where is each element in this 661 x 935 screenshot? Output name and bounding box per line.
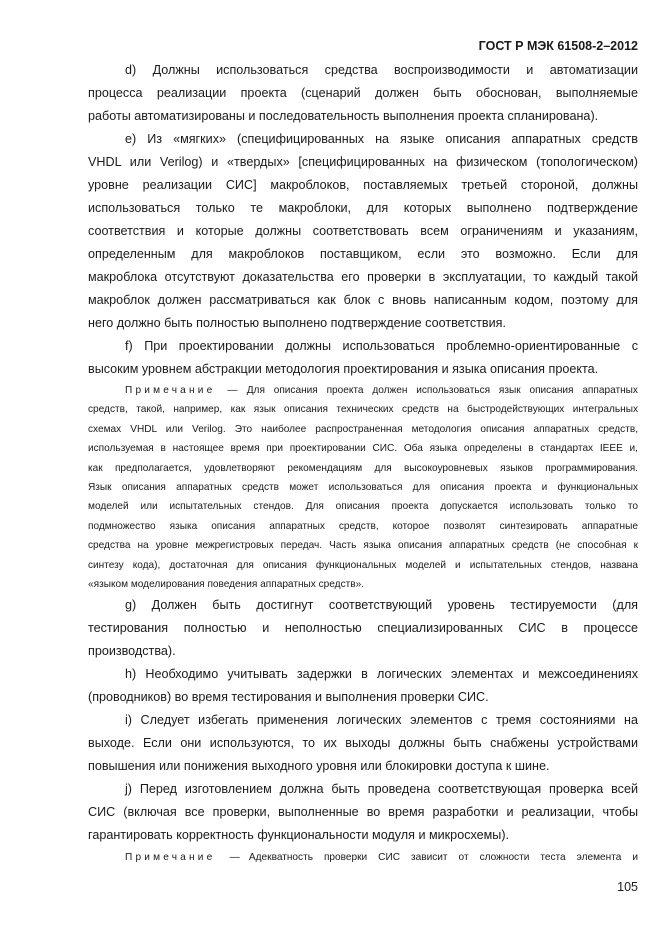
text-line <box>88 197 638 220</box>
line-text: d) Должны использоваться средства воспроизводимости и автоматизации <box>125 63 638 77</box>
text-line <box>88 709 638 732</box>
line-text: моделей или испытательных стендов. Для описания проекта допускается использовать только то <box>88 501 638 513</box>
line-text: как предполагается, удовлетворяют рекомендациям для высокоуровневых языков программирования. <box>88 462 638 474</box>
text-line <box>88 594 638 617</box>
note-label: Примечание — <box>125 852 243 864</box>
text-line <box>88 266 638 289</box>
text-line <box>88 459 638 478</box>
note-label: Примечание — <box>125 385 241 396</box>
text-line <box>88 778 638 801</box>
line-text: высоким уровнем абстракции методология проектирования и языка описания проекта. <box>88 362 599 376</box>
line-text: производства). <box>88 644 176 659</box>
text-line <box>88 174 638 197</box>
paragraph <box>88 778 638 847</box>
line-text: макроблок должен рассматриваться как блок с вновь написанным кодом, поэтому для <box>88 293 638 307</box>
text-line <box>88 617 638 640</box>
line-text: Язык описания аппаратных средств может использоваться для описания проекта и функциональных <box>88 481 638 493</box>
line-text: синтезу кода), достаточная для описания функциональных моделей и испытательных стендов, названа <box>88 559 638 571</box>
text-line <box>88 151 638 174</box>
line-text: Для описания проекта должен использоваться язык описания аппаратных <box>246 385 638 396</box>
text-line <box>88 335 638 358</box>
text-line <box>88 640 638 663</box>
line-text: СИС (включая все проверки, выполненные во время разработки и реализации, чтобы <box>88 805 638 820</box>
line-text: средства на уровне межрегистровых передач. Часть языка описания аппаратных средств (не способная к <box>88 540 638 552</box>
text-line <box>88 732 638 755</box>
line-text: использоваться только те макроблоки, для которых выполнено подтверждение <box>88 201 638 215</box>
text-line <box>88 575 638 594</box>
text-line <box>88 824 638 847</box>
line-text: процесса реализации проекта (сценарий должен быть обоснован, выполняемые <box>88 86 638 100</box>
line-text: него должно быть полностью выполнено подтверждение соответствия. <box>88 316 506 330</box>
text-line <box>88 312 638 335</box>
line-text: используемая в настоящее время при проектировании СИС. Оба языка определены в стандартах IEEE и, <box>88 443 638 455</box>
paragraph <box>88 128 638 335</box>
line-text: макроблока отсутствуют доказательства его проверки в эксплуатации, то каждый такой <box>88 270 638 284</box>
line-text: g) Должен быть достигнут соответствующий уровень тестируемости (для <box>125 598 638 613</box>
text-line <box>88 755 638 778</box>
line-text: повышения или понижения выходного уровня или блокировки доступа к шине. <box>88 759 550 774</box>
line-text: Адекватность проверки СИС зависит от сложности теста элемента и <box>248 852 638 864</box>
paragraph <box>88 335 638 381</box>
paragraph <box>88 594 638 663</box>
document-body <box>88 59 638 868</box>
line-text: схемах VHDL или Verilog. Это наиболее распространенная методология описания аппаратных средств, <box>88 423 638 435</box>
text-line <box>88 847 638 868</box>
text-line <box>88 663 638 686</box>
text-line <box>88 497 638 516</box>
text-line <box>88 536 638 555</box>
line-text: j) Перед изготовлением должна быть проведена соответствующая проверка всей <box>125 782 638 797</box>
line-text: определенным для макроблоков поставщиком, если это возможно. Если для <box>88 247 638 261</box>
line-text: h) Необходимо учитывать задержки в логических элементах и межсоединениях <box>125 667 638 682</box>
text-line <box>88 358 638 381</box>
text-line <box>88 128 638 151</box>
line-text: соответствия и которые должны соответствовать всем ограничениям и указаниям, <box>88 224 638 238</box>
text-line <box>88 59 638 82</box>
line-text: уровне реализации СИС] макроблоков, поставляемых третьей стороной, должны <box>88 178 638 192</box>
note <box>88 847 638 868</box>
text-line <box>88 686 638 709</box>
line-text: VHDL или Verilog) и «твердых» [специфицированных на физическом (топологическом) <box>88 155 638 169</box>
text-line <box>88 420 638 439</box>
line-text: тестирования полностью и неполностью специализированных СИС в процессе <box>88 621 638 636</box>
note <box>88 381 638 594</box>
text-line <box>88 289 638 312</box>
line-text: «языком моделирования поведения аппаратных средств». <box>88 578 365 590</box>
text-line <box>88 478 638 497</box>
document-header: ГОСТ Р МЭК 61508-2–2012 <box>478 39 638 53</box>
text-line <box>88 243 638 266</box>
text-line <box>88 439 638 458</box>
paragraph <box>88 59 638 128</box>
line-text: выходе. Если они используются, то их выходы должны быть снабжены устройствами <box>88 736 638 751</box>
text-line <box>88 82 638 105</box>
line-text: подмножество языка описания аппаратных средств, которое позволят синтезировать аппаратные <box>88 520 638 532</box>
line-text: i) Следует избегать применения логических элементов с тремя состояниями на <box>125 713 638 728</box>
line-text: гарантировать корректность функциональности модуля и микросхемы). <box>88 828 510 843</box>
paragraph <box>88 709 638 778</box>
text-line <box>88 400 638 419</box>
text-line <box>88 801 638 824</box>
line-text: e) Из «мягких» (специфицированных на языке описания аппаратных средств <box>125 132 638 146</box>
paragraph <box>88 663 638 709</box>
page-number: 105 <box>617 880 638 894</box>
line-text: работы автоматизированы и последовательность выполнения проекта спланирована). <box>88 109 599 123</box>
text-line <box>88 220 638 243</box>
text-line <box>88 517 638 536</box>
line-text: (проводников) во время тестирования и выполнения проверки СИС. <box>88 690 489 705</box>
line-text: средств, такой, например, как язык описания технических средств на быстродействующих интегральных <box>88 404 638 416</box>
line-text: f) При проектировании должны использоваться проблемно-ориентированные с <box>125 339 638 353</box>
text-line <box>88 105 638 128</box>
text-line <box>88 381 638 400</box>
text-line <box>88 556 638 575</box>
